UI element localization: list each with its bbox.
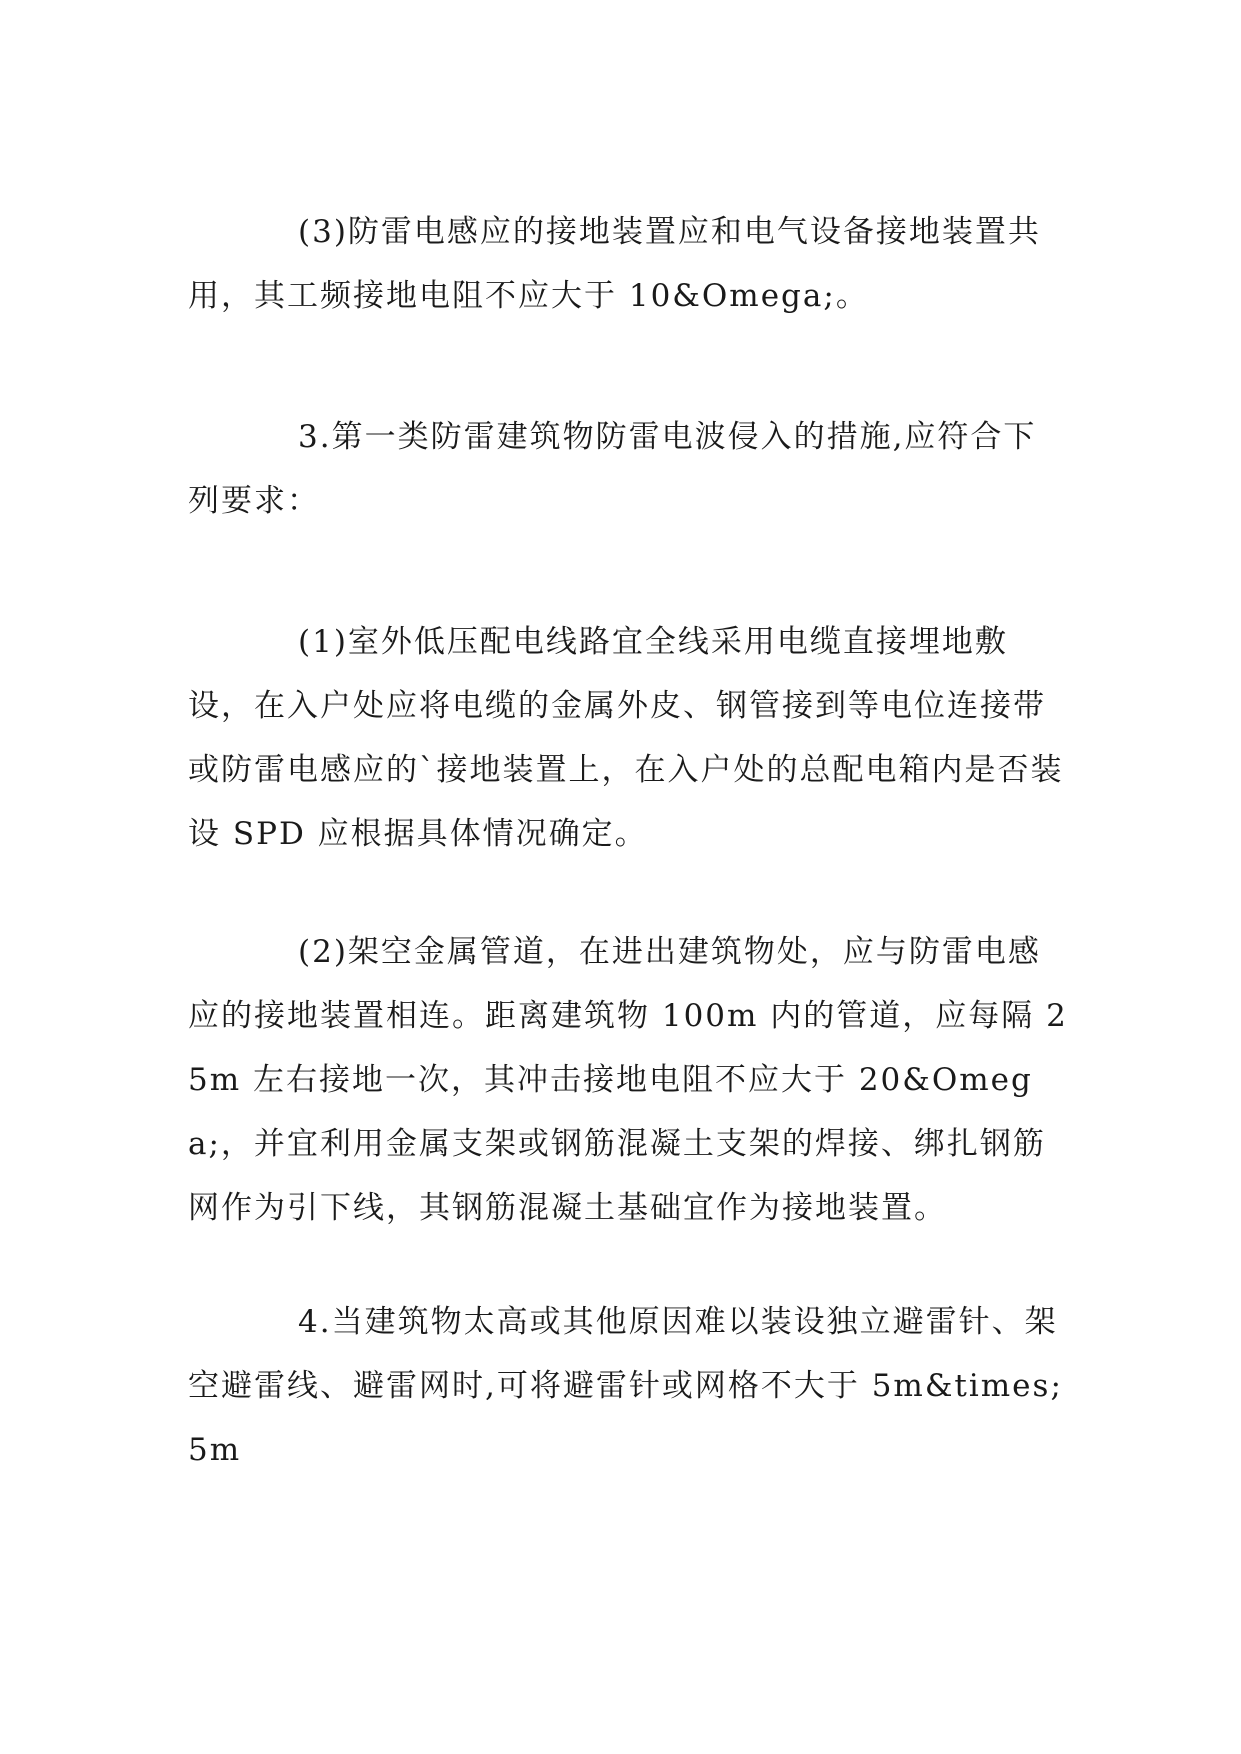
paragraph-4: (2)架空金属管道，在进出建筑物处，应与防雷电感应的接地装置相连。距离建筑物 100m 内的管道，应每隔 25m 左右接地一次，其冲击接地电阻不应大于 20&Omega;，并宜利用金属支架或钢筋混凝土支架的焊接、绑扎钢筋网作为引下线，其钢筋混凝土基础宜作为接地装置。 bbox=[188, 934, 1068, 1226]
paragraph-1: (3)防雷电感应的接地装置应和电气设备接地装置共用，其工频接地电阻不应大于 10&Omega;。 bbox=[188, 214, 1041, 314]
paragraph-2: 3.第一类防雷建筑物防雷电波侵入的措施,应符合下列要求： bbox=[188, 419, 1037, 519]
paragraph-3: (1)室外低压配电线路宜全线采用电缆直接埋地敷设，在入户处应将电缆的金属外皮、钢管接到等电位连接带或防雷电感应的`接地装置上，在入户处的总配电箱内是否装设 SPD 应根据具体情况确定。 bbox=[188, 624, 1064, 852]
paragraph-5: 4.当建筑物太高或其他原因难以装设独立避雷针、架空避雷线、避雷网时,可将避雷针或网格不大于 5m&times;5m bbox=[188, 1304, 1063, 1468]
